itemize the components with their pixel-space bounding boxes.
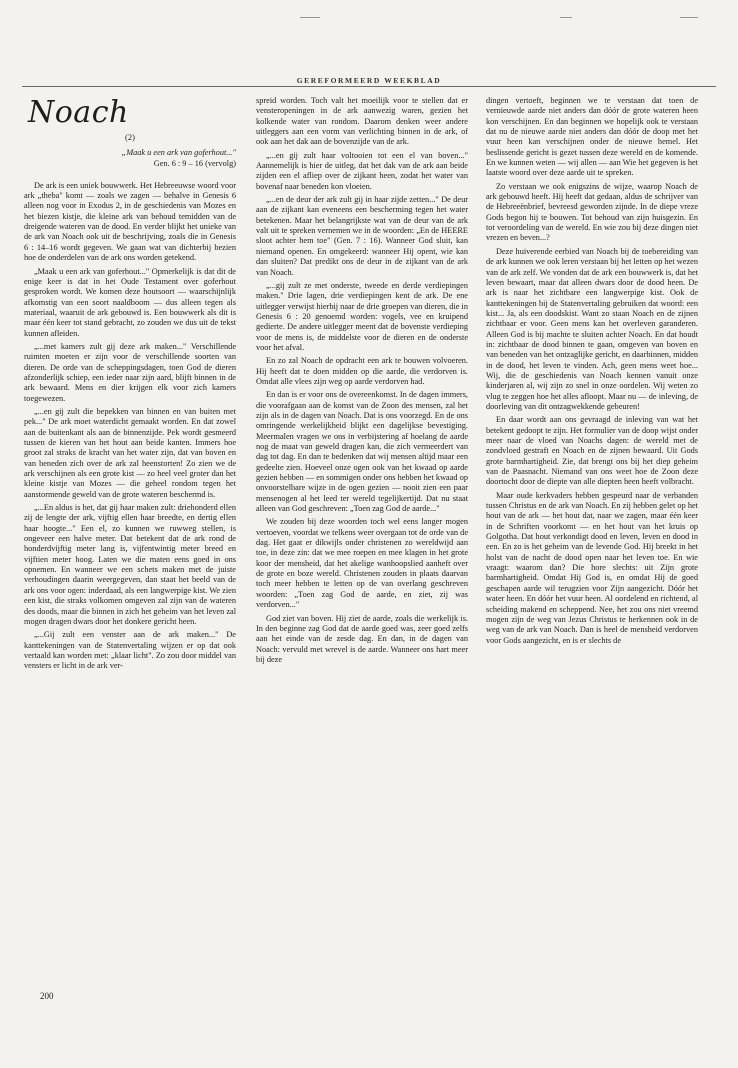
paragraph: dingen vertoeft, beginnen we te verstaan dat toen de vernieuwde aarde niet anders dan dóór de grote wateren heen kon verschijnen. En dan beginnen we hopelijk ook te verstaan dat nu de nieuwe aarde niet anders dan dóór de doop met het vuur heen kan verschijnen onder de nieuwe hemel. Het beslissende gericht is gezet tussen deze wereld en de komende. En we kunnen weten — wij allen — aan Wie het gegeven is het laatste woord over deze aarde uit te spreken. xyxy=(486,96,698,178)
top-edge-mark xyxy=(680,17,698,18)
paragraph: God ziet van boven. Hij ziet de aarde, zoals die werkelijk is. In den beginne zag God dat de aarde goed was, zeer goed zelfs aan het einde van de zesde dag. En dan, in de dagen van Noach: vervuld met wrevel is de aarde. Wanneer ons hart meer bij deze xyxy=(256,613,468,664)
paragraph: „...en gij zult haar voltooien tot een el van boven..." Aannemelijk is hier de uitleg, dat het dak van de ark aan beide zijden een el afliep over de zijkant heen, zodat het water van bovenaf naar beneden kon vloeien. xyxy=(256,150,468,191)
paragraph: „...gij zult ze met onderste, tweede en derde verdiepingen maken." Drie lagen, drie verdiepingen kent de ark. De ene uitlegger verwijst hierbij naar de drie groepen van dieren, die in Genesis 6 : 20 genoemd worden: vogels, vee en kruipend gedierte. De andere uitlegger meent dat de bovenste verdieping voor de mens is, de middelste voor de dieren en de onderste voor het afval. xyxy=(256,280,468,352)
paragraph: We zouden bij deze woorden toch wel eens langer mogen vertoeven, voordat we telkens weer overgaan tot de orde van de dag. Het gaat er dikwijls onder christenen zo wereldwijd aan toe, in deze zin: dat we mee roepen en mee klagen in het grote koor der mensheid, dat het akelige wanhoopslied aanheft over de grote en boze wereld. Christenen zouden in plaats daarvan toch meer hebben te letten op de van overlang geschreven woorden: „Toen zag God de aarde, en ziet, zij was verdorven..." xyxy=(256,517,468,610)
article-title: Noach xyxy=(28,96,129,130)
paragraph: „Maak u een ark van goferhout..." Opmerkelijk is dat dit de enige keer is dat in het Oude Testament over goferhout gesproken wordt. We komen deze houtsoort — waarschijnlijk afkomstig van een soort naaldboom — dus alleen tegen als materiaal, waaruit de ark gebouwd is. Een bouwwerk als dit is maar één keer tot stand gebracht, zo zouden we dus uit de tekst kunnen afleiden. xyxy=(24,266,236,338)
paragraph: „...en gij zult die bepekken van binnen en van buiten met pek..." De ark moet waterdicht gemaakt worden. En dat zowel aan de buitenkant als aan de binnenzijde. Pek wordt gesmeerd tussen de kieren van het hout aan beide kanten. Immers hoe groot zal straks de kracht van het water zijn, dat van boven en van beneden zich over de ark zal heenstorten! Zo zien we de ark verschijnen als een grote kist — zo heel veel groter dan het kleine kistje van Mozes — die geheel rondom tegen het aanstormende geweld van de grote wateren beschermd is. xyxy=(24,406,236,499)
column-1 xyxy=(24,96,236,984)
column-1-body xyxy=(24,181,236,672)
article-part: (2) xyxy=(125,132,135,142)
paragraph: De ark is een uniek bouwwerk. Het Hebreeuwse woord voor ark „theba" komt — zoals we zagen — behalve in Genesis 6 alleen nog voor in Exodus 2, in de geschiedenis van Mozes en het biezen kistje, die kleine ark van behoud temidden van de dreigende wateren van de dood. En verder blijkt het unieke van de ark van Noach ook uit de beschrijving, zoals die in Genesis 6 : 14–16 wordt gegeven. We gaan wat van dichterbij bezien hoe de onderdelen van de ark ons worden getekend. xyxy=(24,180,236,263)
motto-quote: „Maak u een ark van goferhout..." xyxy=(121,148,236,158)
paragraph: En daar wordt aan ons gevraagd de inleving van wat het betekent gedoopt te zijn. Het formulier van de doop wijst onder meer naar de vloed van Noachs dagen: de wereld met de zondvloed gestraft en Noach en de zijnen bewaard. Uit Gods grote barmhartigheid. Zie, dat brengt ons bij het diep geheim van de Paasnacht. Niemand van ons weet hoe de Zoon deze doortocht door de diepte van alle diepten heen heeft volbracht. xyxy=(486,415,698,487)
running-head: GEREFORMEERD WEEKBLAD xyxy=(296,76,442,85)
header-rule xyxy=(22,86,716,87)
paragraph: „...En aldus is het, dat gij haar maken zult: driehonderd ellen zij de lengte der ark, vijftig ellen haar breedte, en dertig ellen haar hoogte..." Een el, zo kunnen we ruwweg stellen, is ongeveer een halve meter. Dat betekent dat de ark rond de honderdvijftig meter lang is, vijfentwintig meter breed en vijftien meter hoog. Laten we die maten eens goed in ons opnemen. En wanneer we een schets maken met de juiste verhoudingen daarin weergegeven, dan staat het beeld van de ark ons voor ogen: inderdaad, als een langwerpige kist. We zien een kist, die straks volkomen omgeven zal zijn van de wateren des doods, maar die binnen in zich het geheim van het leven zal mogen dragen dwars door het donkere gericht heen. xyxy=(24,503,236,626)
column-3-body xyxy=(486,96,698,646)
motto xyxy=(24,148,236,168)
column-2 xyxy=(256,96,468,984)
paragraph: spreid worden. Toch valt het moeilijk voor te stellen dat er vensteropeningen in de ark aanwezig waren, gezien het kolkende water van rondom. Daarom denken weer andere uitleggers aan een vorm van verlichting binnen in de ark, of ook aan het dak aan de bovenzijde van de ark. xyxy=(256,96,468,147)
motto-reference: Gen. 6 : 9 – 16 (vervolg) xyxy=(153,158,236,168)
paragraph: „...Gij zult een venster aan de ark maken..." De kanttekeningen van de Statenvertaling wijzen er op dat ook vertaald kan worden met: „klaar licht". Zo zou door middel van vensters er licht in de ark ver- xyxy=(24,630,236,671)
paragraph: En dan is er voor ons de overeenkomst. In de dagen immers, die voorafgaan aan de komst van de Zoon des mensen, zal het zijn als in de dagen van Noach. Dat is ons voorzegd. En de ons omringende werkelijkheid blijkt een dagelijkse bevestiging. Meermalen vragen we ons in verbijstering af hoelang de aarde nog de maat van geweld dragen kan, die zich vermeerdert van dag tot dag. En dan te bedenken dat wij mensen altijd maar een gedeelte zien. Hoeveel onze ogen ook van het kwaad op aarde gezien hebben — en sommigen onder ons hebben het kwaad op onvoorstelbare wijze in de ogen gezien — nooit zien een paar mensenogen al het leed ter wereld tegelijkertijd. Dat nu staat alleen van God geschreven: „Toen zag God de aarde..." xyxy=(256,390,468,514)
paragraph: Zo verstaan we ook enigszins de wijze, waarop Noach de ark gebouwd heeft. Hij heeft dat gedaan, aldus de schrijver van de Hebreeënbrief, bevreesd geworden zijnde. In de diepe vreze Gods begon hij te bouwen. Tot behoud van zijn huisgezin. En tot veroordeling van de wereld. En wie zou bij deze dingen niet vrezen en beven...? xyxy=(486,181,698,243)
column-2-body xyxy=(256,96,468,665)
paragraph: „...en de deur der ark zult gij in haar zijde zetten..." De deur aan de zijkant kan eveneens een bescherming tegen het water betekenen. Maar het belangrijkste wat van de deur van de ark valt uit te spreken vernemen we in de woorden: „En de HEERE sloot achter hem toe" (Gen. 7 : 16). Wanneer God sluit, kan niemand openen. En omgekeerd: wanneer Hij opent, wie kan dan sluiten? Dat predikt ons de deur in de zijkant van de ark van Noach. xyxy=(256,195,468,277)
paragraph: „...met kamers zult gij deze ark maken..." Verschillende ruimten moeten er zijn voor de verschillende soorten van dieren. De orde van de scheppingsdagen, toen God de dieren afzonderlijk schiep, een ieder naar zijn aard, blijft binnen in de ark bewaard. Mens en dier krijgen elk voor zich kamers toegewezen. xyxy=(24,341,236,403)
paragraph: En zo zal Noach de opdracht een ark te bouwen volvoeren. Hij heeft dat te doen midden op die aarde, die verdorven is. Omdat alle vlees zijn weg op aarde verdorven had. xyxy=(256,356,468,386)
paragraph: Deze huiverende eerbied van Noach bij de toebereiding van de ark kunnen we ook leren verstaan bij het letten op het wezen van de ark zelf. We vonden dat de ark een bouwwerk is, dat het leven bewaart, maar dat alleen dwars door de dood heen. De ark is naar het zichtbare een langwerpige kist. Ook de kanttekeningen bij de Statenvertaling gebruiken dat woord: een kist... Ja, als een doodskist. Want zo staan Noach en de zijnen zichtbaar er voor. Geen mens kan het overleven garanderen. Alleen God is bij machte te sluiten achter Noach. En dat houdt in: zichtbaar de dood binnen te gaan, omgeven van boven en van beneden van het ontzaglijke gericht, en daarbinnen, midden in de dood, het leven te vinden. Ach, geen mens weet hoe... Wij, die de geschiedenis van Noach kennen vanuit onze kinderjaren al, wij zijn zo snel in onze oordelen. Wij weten zo vlug te zeggen hoe het alles afloopt. Maar nu — de inleving, de doorleving van dit ontzagwekkende gebeuren! xyxy=(486,246,698,411)
top-edge-mark xyxy=(560,17,572,18)
top-edge-mark xyxy=(300,17,320,18)
paragraph: Maar oude kerkvaders hebben gespeurd naar de verbanden tussen Christus en de ark van Noach. En zij hebben gelet op het hout van de ark — het hout dat, naar we zagen, maar één keer in de Schriften voorkomt — en het hout van het kruis op Golgotha. Dat hout verkondigt dood en leven, leven en dood in een. En zo is het geheim van de levende God. Hij breekt in het holst van de nacht de dood open naar het leven toe. En wie vraagt: waarom dan? Die hore slechts: uit Zijn grote barmhartigheid. Omdat Hij God is, en omdat Hij de goed geschapen aarde wil terugzien voor Zijn aangezicht. Dóór het water heen. En dóór het vuur heen. Al oordelend en richtend, al scheiding makend en scheppend. Nee, het zou ons niet vreemd mogen zijn de weg van Jezus Christus te herkennen ook in de weg van de ark van Noach. Dan is heel de mensheid verdorven voor Gods aangezicht, en is er slechts de xyxy=(486,490,698,645)
page-number: 200 xyxy=(40,991,54,1001)
column-3 xyxy=(486,96,698,984)
